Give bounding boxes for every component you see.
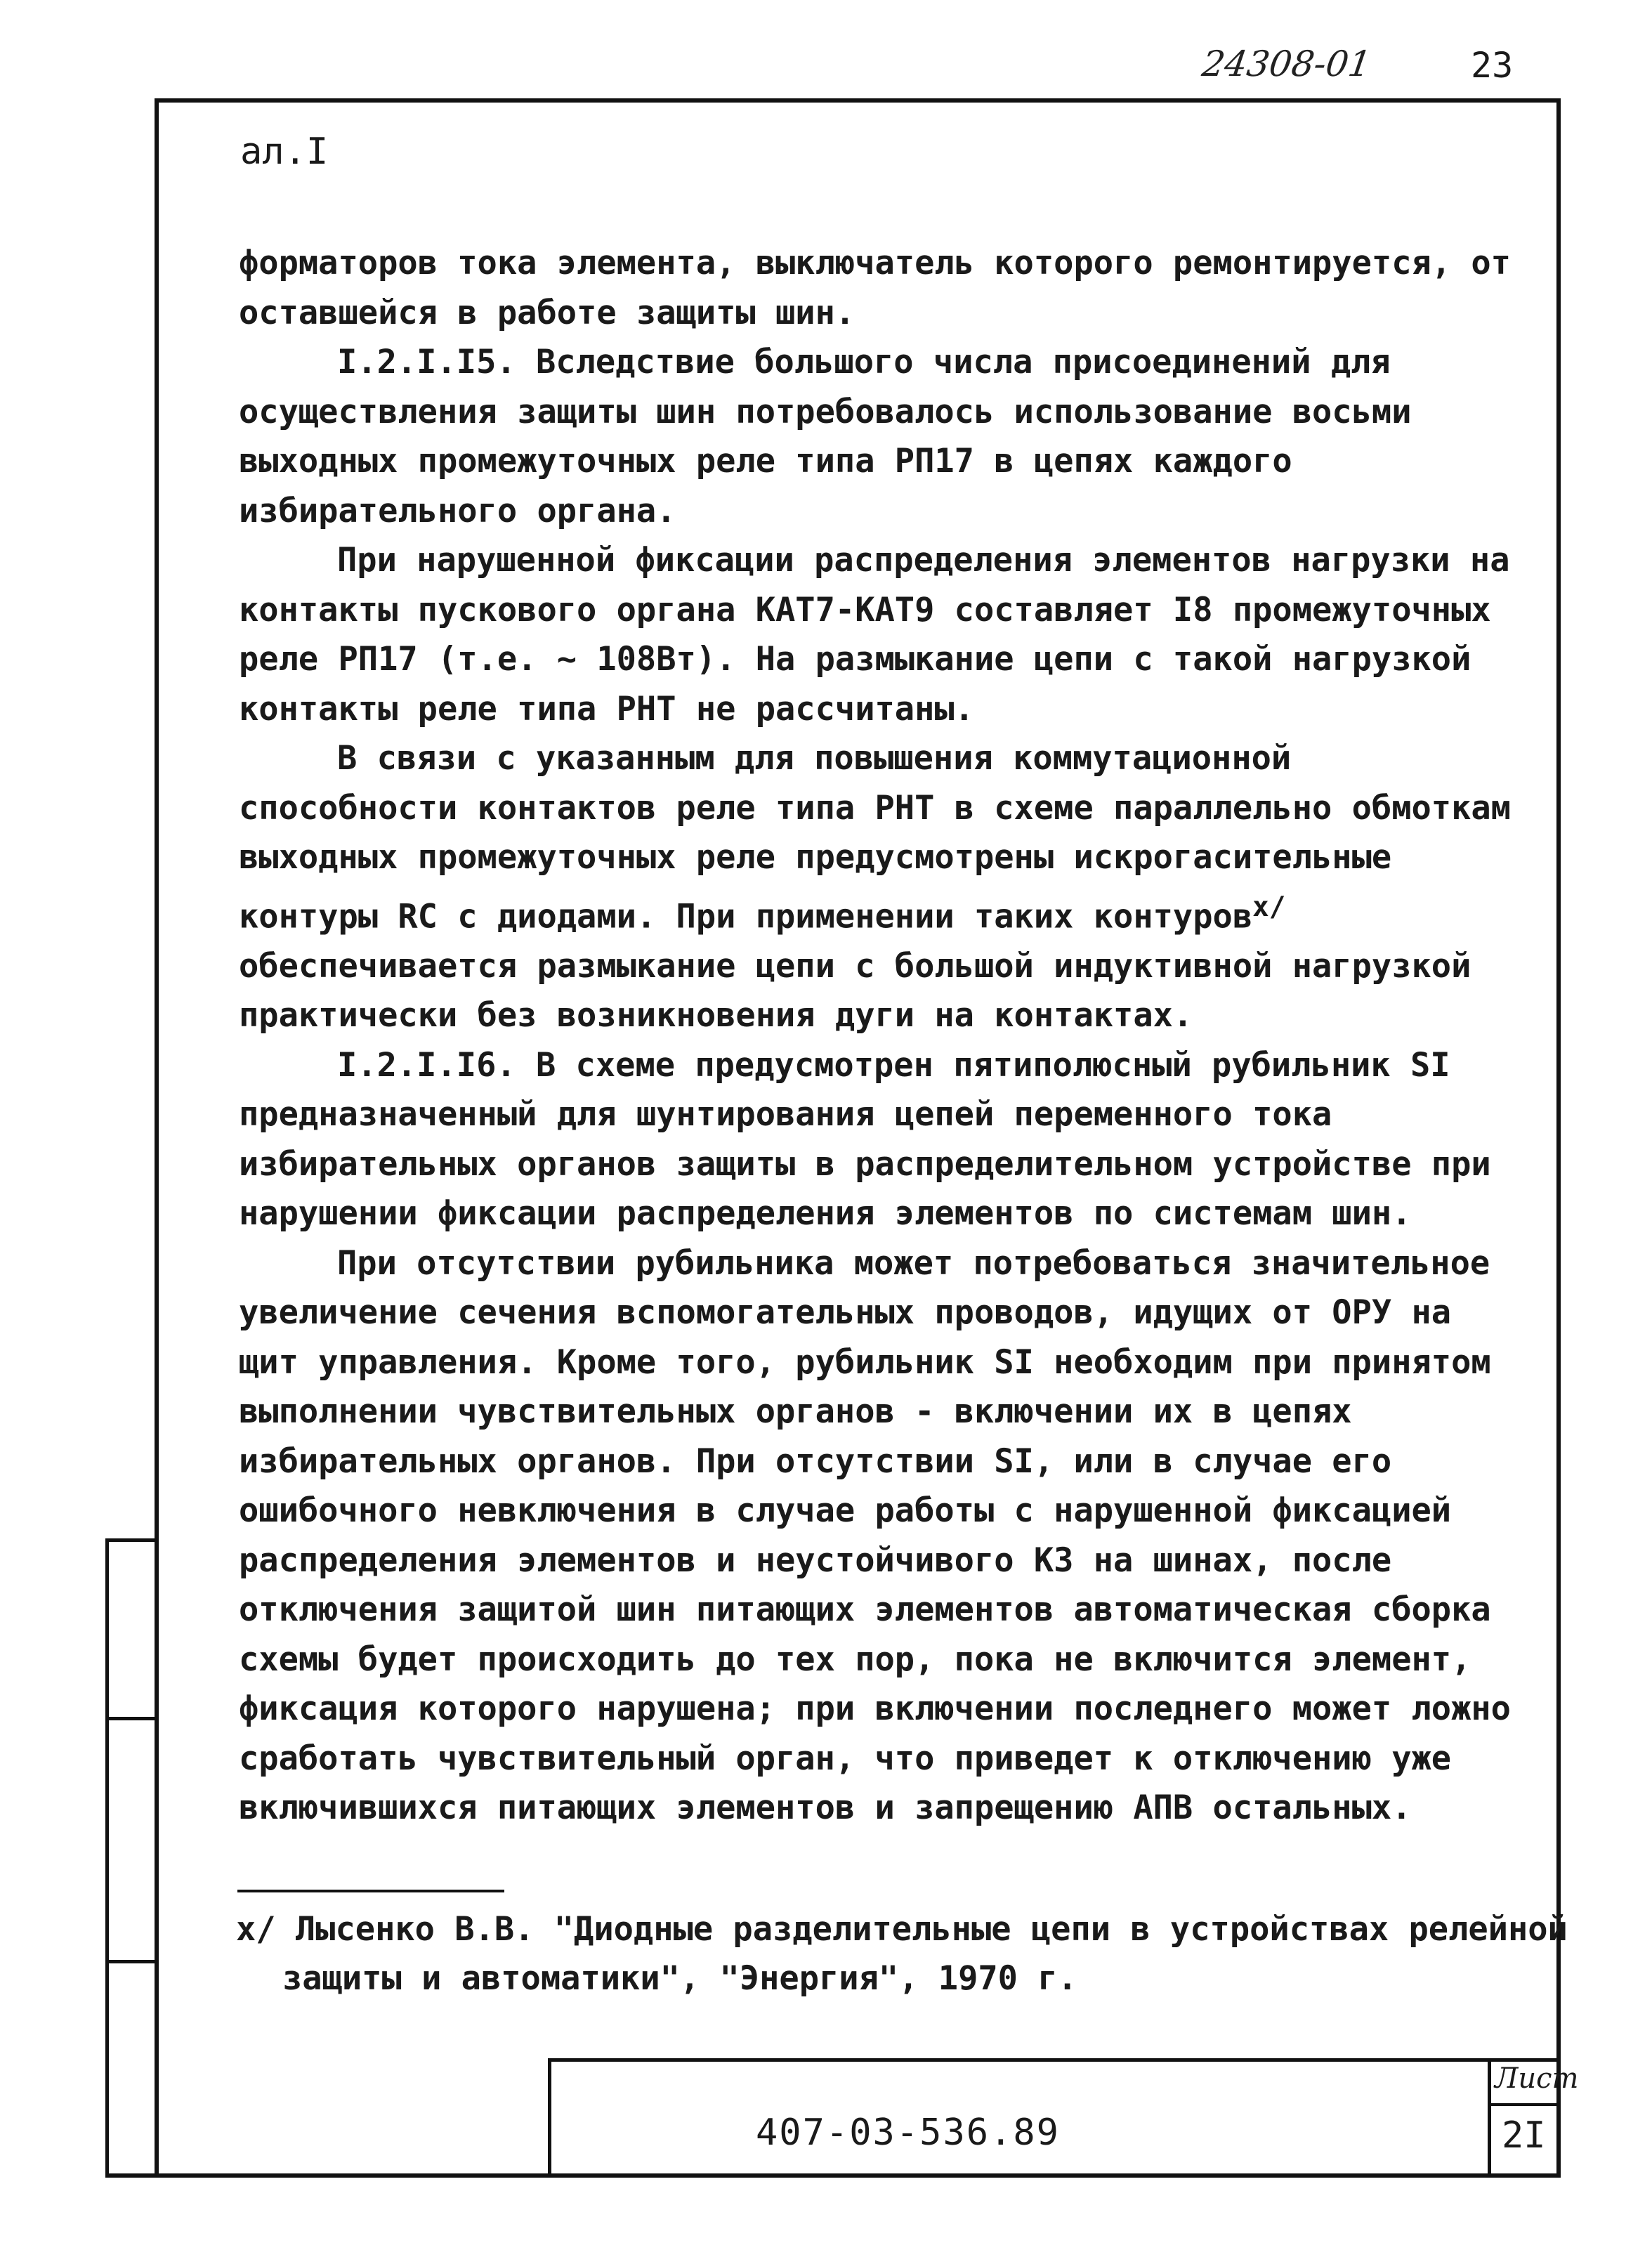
paragraph: При нарушенной фиксации распределения элементов нагрузки на контакты пускового органа КАТ7-КАТ9 составляет I8 промежуточных реле РП17 (т.е. ~ 108Вт). На размыкание цепи с такой нагрузкой контакты реле типа РНТ не рассчитаны. — [239, 541, 1510, 728]
binding-strip-divider — [105, 1960, 159, 1963]
frame-border-right — [1556, 98, 1561, 2178]
frame-border-top — [155, 98, 1561, 103]
document-code: 407-03-536.89 — [756, 2112, 1060, 2154]
paragraph: I.2.I.I6. В схеме предусмотрен пятиполюсный рубильник SI предназначенный для шунтирования цепей переменного тока избирательных органов защиты в распределительном устройстве при нарушении фиксации распределения элементов по системам шин. — [239, 1045, 1491, 1234]
sheet-label: Лист — [1495, 2062, 1579, 2095]
title-block-border-top — [548, 2058, 1559, 2062]
binding-strip-divider — [105, 1538, 159, 1542]
binding-strip-border — [105, 1538, 109, 2178]
title-block-border-right — [1488, 2058, 1491, 2178]
handwritten-document-number: 24308-01 — [1199, 44, 1374, 84]
title-block-border-left — [548, 2058, 551, 2178]
paragraph: В связи с указанным для повышения коммутационной способности контактов реле типа РНТ в схеме параллельно обмоткам выходных промежуточных реле предусмотрены искрогасительные контуры RC с диодами. При применении таких контуров$^{х/}$ обеспечивается размыкание цепи с большой индуктивной нагрузкой практически без возникновения дуги на контактах. — [239, 739, 1511, 1035]
section-mark: ал.I — [240, 131, 329, 173]
footnote-rule — [237, 1890, 504, 1892]
binding-strip-divider — [105, 1717, 159, 1720]
paragraph: При отсутствии рубильника может потребоваться значительное увеличение сечения вспомогательных проводов, идущих от ОРУ на щит управления. Кроме того, рубильник SI необходим при принятом выполнении чувствительных органов - включении их в цепях избирательных органов. При отсутствии SI, или в случае его ошибочного невключения в случае работы с нарушенной фиксацией распределения элементов и неустойчивого КЗ на шинах, после отключения защитой шин питающих элементов автоматическая сборка схемы будет происходить до тех пор, пока не включится элемент, фиксация которого нарушена; при включении последнего может ложно сработать чувствительный орган, что приведет к отключению уже включившихся питающих элементов и запрещению АПВ остальных. — [239, 1243, 1511, 1828]
footnote: х/ Лысенко В.В. "Диодные разделительные цепи в устройствах релейной защиты и автоматики", "Энергия", 1970 г. — [236, 1910, 1568, 1998]
sheet-number: 2I — [1502, 2114, 1546, 2157]
footnote-marker: х/ — [1252, 891, 1286, 923]
page-number: 23 — [1471, 45, 1514, 86]
paragraph: форматоров тока элемента, выключатель которого ремонтируется, от оставшейся в работе защиты шин. — [239, 244, 1511, 332]
frame-border-left — [155, 98, 159, 2178]
body-text — [239, 239, 1524, 1833]
title-block-divider — [1488, 2103, 1559, 2106]
frame-border-bottom — [105, 2173, 1561, 2178]
paragraph: I.2.I.I5. Вследствие большого числа присоединений для осуществления защиты шин потребовалось использование восьми выходных промежуточных реле типа РП17 в цепях каждого избирательного органа. — [239, 343, 1412, 530]
